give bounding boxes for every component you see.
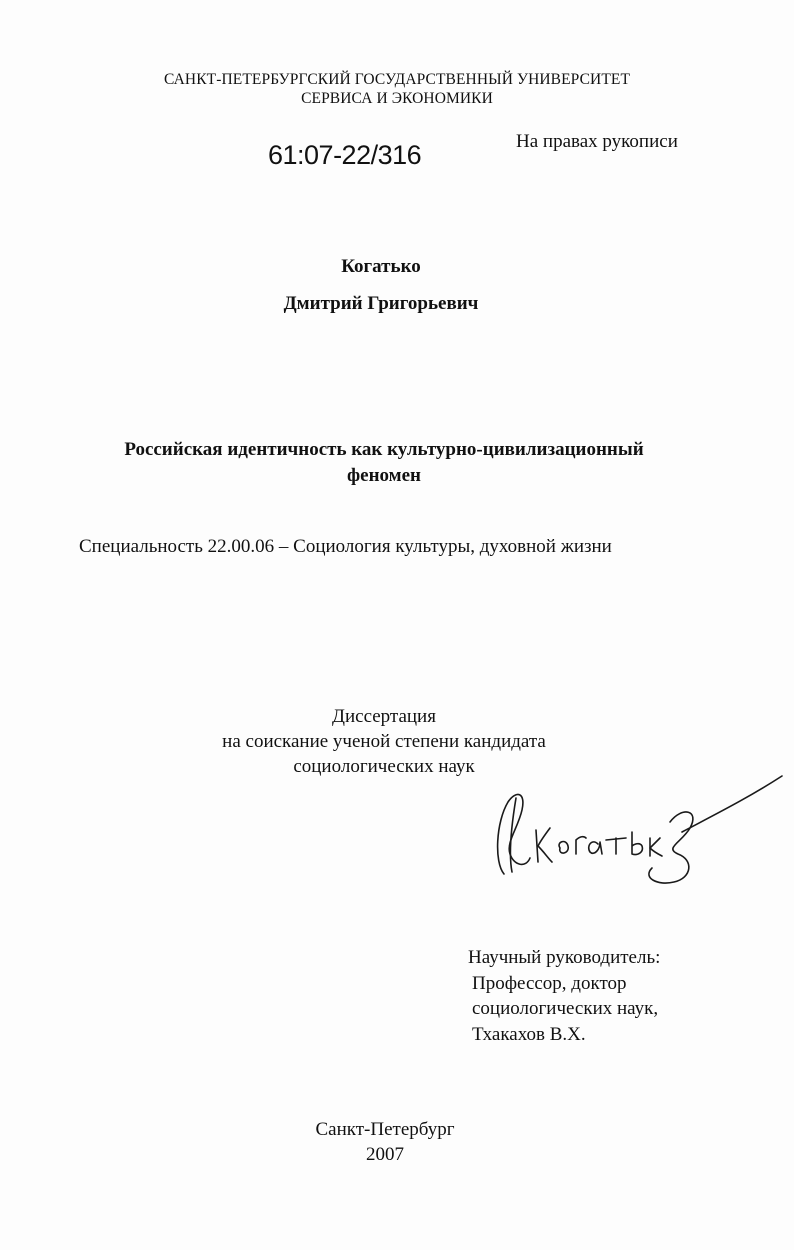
author-surname: Когатько (341, 256, 421, 277)
signature-icon (486, 762, 786, 892)
supervisor-block (468, 945, 660, 1047)
supervisor-position: Профессор, доктор (472, 972, 627, 994)
year: 2007 (366, 1144, 404, 1165)
manuscript-rights-note: На правах рукописи (516, 131, 678, 152)
catalog-code: 61:07-22/316 (268, 140, 422, 170)
place-and-year (0, 1117, 770, 1167)
university-line-2: СЕРВИСА И ЭКОНОМИКИ (301, 90, 493, 107)
thesis-title-line-2: феномен (347, 465, 421, 486)
supervisor-degree: социологических наук, (472, 998, 659, 1019)
thesis-specialty: Специальность 22.00.06 – Социология культуры, духовной жизни (79, 536, 612, 557)
thesis-title-line-1: Российская идентичность как культурно-цивилизационный (124, 439, 644, 460)
thesis-title (0, 437, 768, 489)
supervisor-name: Тхакахов В.Х. (472, 1023, 586, 1045)
author-given-names: Дмитрий Григорьевич (283, 293, 479, 314)
city: Санкт-Петербург (315, 1119, 455, 1140)
thesis-kind-line-2: на соискание ученой степени кандидата (222, 731, 546, 752)
thesis-kind-line-1: Диссертация (332, 706, 436, 727)
supervisor-heading: Научный руководитель: (468, 947, 661, 968)
university-name (0, 70, 794, 108)
thesis-kind-line-3: социологических наук (293, 756, 475, 777)
university-line-1: САНКТ-ПЕТЕРБУРГСКИЙ ГОСУДАРСТВЕННЫЙ УНИВЕРСИТЕТ (163, 71, 631, 88)
